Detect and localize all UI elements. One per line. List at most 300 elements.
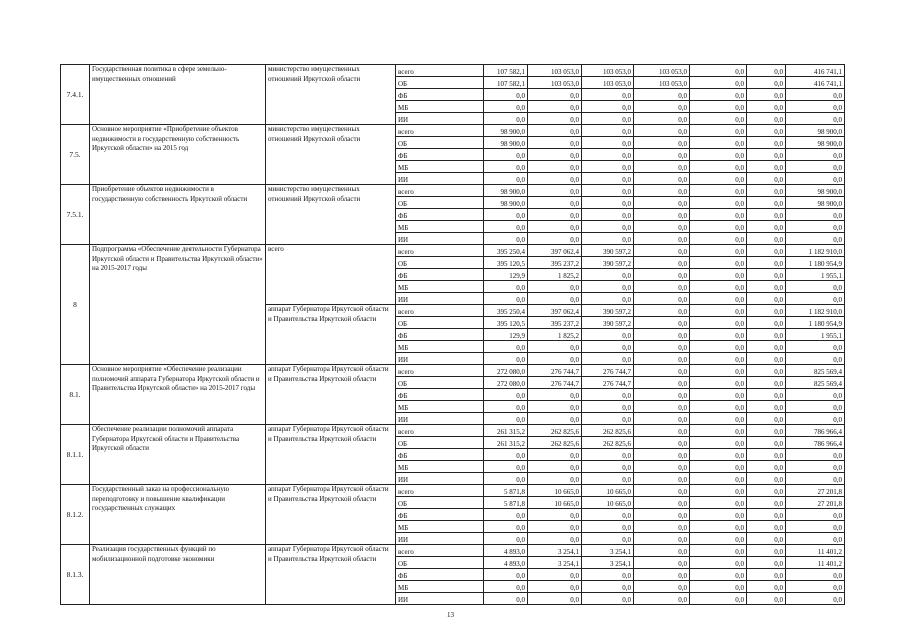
value-cell: 0,0 [747,173,786,185]
value-cell: 786 966,4 [786,437,845,449]
value-cell: 0,0 [582,173,634,185]
value-cell: 261 315,2 [484,437,528,449]
row-code: 8.1.1. [61,425,90,485]
value-cell: 1 182 910,0 [786,245,845,257]
value-cell: 0,0 [484,473,528,485]
value-cell: 10 665,0 [582,485,634,497]
value-cell: 0,0 [634,185,690,197]
funding-source: ФБ [396,89,484,101]
value-cell: 0,0 [582,413,634,425]
value-cell: 0,0 [484,389,528,401]
funding-source: ФБ [396,329,484,341]
value-cell: 262 825,6 [582,437,634,449]
value-cell: 10 665,0 [528,485,582,497]
value-cell: 0,0 [484,161,528,173]
value-cell: 0,0 [634,257,690,269]
value-cell: 0,0 [528,593,582,605]
value-cell: 0,0 [690,233,747,245]
value-cell: 416 741,1 [786,77,845,89]
value-cell: 0,0 [786,89,845,101]
funding-source: ФБ [396,569,484,581]
budget-table [60,64,845,605]
value-cell: 0,0 [528,197,582,209]
value-cell: 0,0 [690,521,747,533]
value-cell: 0,0 [634,173,690,185]
value-cell: 27 201,8 [786,485,845,497]
table-row [61,125,845,137]
funding-source: ИИ [396,293,484,305]
value-cell: 1 955,1 [786,269,845,281]
value-cell: 0,0 [690,569,747,581]
value-cell: 0,0 [690,413,747,425]
value-cell: 0,0 [582,101,634,113]
value-cell: 11 401,2 [786,557,845,569]
funding-source: ОБ [396,137,484,149]
value-cell: 0,0 [786,161,845,173]
value-cell: 276 744,7 [528,365,582,377]
value-cell: 397 062,4 [528,305,582,317]
value-cell: 0,0 [634,377,690,389]
value-cell: 0,0 [747,245,786,257]
value-cell: 0,0 [582,149,634,161]
value-cell: 0,0 [747,377,786,389]
value-cell: 107 582,1 [484,77,528,89]
value-cell: 0,0 [484,449,528,461]
funding-source: всего [396,365,484,377]
value-cell: 0,0 [634,221,690,233]
value-cell: 129,9 [484,269,528,281]
value-cell: 0,0 [634,89,690,101]
value-cell: 0,0 [786,353,845,365]
value-cell: 0,0 [690,533,747,545]
row-code: 8.1. [61,365,90,425]
value-cell: 0,0 [690,221,747,233]
funding-source: ФБ [396,149,484,161]
value-cell: 0,0 [747,461,786,473]
value-cell: 1 955,1 [786,329,845,341]
value-cell: 0,0 [634,269,690,281]
value-cell: 0,0 [634,389,690,401]
value-cell: 0,0 [528,101,582,113]
row-description: Приобретение объектов недвижимости в государственную собственность Иркутской области [90,185,266,245]
row-executor: аппарат Губернатора Иркутской области и Правительства Иркутской области [266,485,396,545]
value-cell: 0,0 [690,161,747,173]
value-cell: 0,0 [484,89,528,101]
value-cell: 0,0 [528,233,582,245]
value-cell: 0,0 [747,533,786,545]
value-cell: 0,0 [484,401,528,413]
value-cell: 0,0 [690,377,747,389]
value-cell: 0,0 [484,233,528,245]
value-cell: 0,0 [786,281,845,293]
value-cell: 0,0 [484,521,528,533]
value-cell: 0,0 [747,149,786,161]
value-cell: 98 900,0 [484,137,528,149]
funding-source: МБ [396,281,484,293]
value-cell: 0,0 [747,305,786,317]
value-cell: 0,0 [528,173,582,185]
value-cell: 129,9 [484,329,528,341]
value-cell: 390 597,2 [582,317,634,329]
value-cell: 0,0 [528,149,582,161]
funding-source: МБ [396,521,484,533]
value-cell: 0,0 [528,473,582,485]
value-cell: 5 871,8 [484,485,528,497]
funding-source: ФБ [396,389,484,401]
funding-source: ФБ [396,449,484,461]
value-cell: 0,0 [582,353,634,365]
value-cell: 0,0 [582,461,634,473]
table-row [61,245,845,257]
value-cell: 0,0 [528,161,582,173]
value-cell: 0,0 [690,125,747,137]
value-cell: 390 597,2 [582,305,634,317]
value-cell: 103 053,0 [528,65,582,77]
funding-source: ИИ [396,233,484,245]
value-cell: 10 665,0 [582,497,634,509]
value-cell: 0,0 [582,329,634,341]
row-description: Обеспечение реализации полномочий аппарата Губернатора Иркутской области и Правительства Иркутской области [90,425,266,485]
value-cell: 1 825,2 [528,269,582,281]
row-code: 7.5. [61,125,90,185]
funding-source: МБ [396,401,484,413]
value-cell: 0,0 [690,461,747,473]
funding-source: всего [396,65,484,77]
value-cell: 0,0 [582,533,634,545]
value-cell: 0,0 [634,425,690,437]
value-cell: 98 900,0 [484,185,528,197]
value-cell: 0,0 [528,581,582,593]
value-cell: 0,0 [634,449,690,461]
value-cell: 390 597,2 [582,245,634,257]
value-cell: 0,0 [582,125,634,137]
value-cell: 0,0 [786,473,845,485]
value-cell: 395 237,2 [528,257,582,269]
value-cell: 0,0 [690,509,747,521]
value-cell: 0,0 [634,593,690,605]
value-cell: 0,0 [786,389,845,401]
value-cell: 0,0 [582,185,634,197]
value-cell: 103 053,0 [634,65,690,77]
value-cell: 395 250,4 [484,305,528,317]
value-cell: 0,0 [690,389,747,401]
value-cell: 0,0 [786,233,845,245]
value-cell: 786 966,4 [786,425,845,437]
value-cell: 0,0 [484,281,528,293]
value-cell: 0,0 [690,437,747,449]
value-cell: 0,0 [747,197,786,209]
value-cell: 0,0 [747,509,786,521]
value-cell: 0,0 [690,473,747,485]
value-cell: 0,0 [582,161,634,173]
value-cell: 0,0 [690,269,747,281]
value-cell: 0,0 [582,233,634,245]
value-cell: 0,0 [786,413,845,425]
value-cell: 276 744,7 [582,377,634,389]
value-cell: 0,0 [582,269,634,281]
funding-source: ИИ [396,413,484,425]
value-cell: 0,0 [528,521,582,533]
value-cell: 0,0 [747,449,786,461]
value-cell: 0,0 [528,509,582,521]
value-cell: 0,0 [528,125,582,137]
table-row [61,425,845,437]
value-cell: 0,0 [690,77,747,89]
value-cell: 0,0 [634,341,690,353]
value-cell: 3 254,1 [582,545,634,557]
value-cell: 0,0 [747,89,786,101]
value-cell: 0,0 [747,113,786,125]
value-cell: 0,0 [634,581,690,593]
value-cell: 0,0 [484,593,528,605]
value-cell: 103 053,0 [528,77,582,89]
value-cell: 0,0 [634,569,690,581]
value-cell: 1 180 954,9 [786,317,845,329]
value-cell: 4 893,0 [484,557,528,569]
value-cell: 0,0 [582,281,634,293]
value-cell: 0,0 [747,485,786,497]
value-cell: 262 825,6 [582,425,634,437]
value-cell: 0,0 [690,149,747,161]
value-cell: 103 053,0 [582,77,634,89]
value-cell: 0,0 [634,509,690,521]
value-cell: 0,0 [786,509,845,521]
value-cell: 0,0 [634,281,690,293]
value-cell: 0,0 [634,305,690,317]
value-cell: 0,0 [634,137,690,149]
value-cell: 0,0 [634,497,690,509]
value-cell: 107 582,1 [484,65,528,77]
value-cell: 0,0 [786,449,845,461]
value-cell: 0,0 [484,221,528,233]
value-cell: 0,0 [484,113,528,125]
funding-source: ОБ [396,377,484,389]
row-description: Основное мероприятие «Обеспечение реализации полномочий аппарата Губернатора Иркутской области и Правительства Иркутской области» на 2015-2017 годы [90,365,266,425]
row-code: 8.1.2. [61,485,90,545]
value-cell: 397 062,4 [528,245,582,257]
value-cell: 0,0 [786,173,845,185]
value-cell: 262 825,6 [528,425,582,437]
value-cell: 0,0 [484,101,528,113]
value-cell: 0,0 [528,533,582,545]
table-row [61,185,845,197]
budget-table-body [61,65,845,605]
value-cell: 0,0 [528,353,582,365]
value-cell: 0,0 [528,221,582,233]
row-description: Подпрограмма «Обеспечение деятельности Губернатора Иркутской области и Правительства Иркутской области» на 2015-2017 годы [90,245,266,365]
value-cell: 0,0 [484,293,528,305]
value-cell: 0,0 [484,353,528,365]
value-cell: 0,0 [634,437,690,449]
value-cell: 0,0 [747,521,786,533]
value-cell: 0,0 [634,353,690,365]
value-cell: 0,0 [690,113,747,125]
value-cell: 0,0 [690,401,747,413]
value-cell: 272 080,0 [484,377,528,389]
value-cell: 0,0 [528,113,582,125]
value-cell: 0,0 [786,101,845,113]
value-cell: 0,0 [786,341,845,353]
value-cell: 0,0 [690,101,747,113]
value-cell: 0,0 [634,521,690,533]
value-cell: 0,0 [786,293,845,305]
value-cell: 395 120,5 [484,257,528,269]
value-cell: 0,0 [747,161,786,173]
funding-source: ФБ [396,509,484,521]
value-cell: 0,0 [582,389,634,401]
value-cell: 0,0 [747,65,786,77]
funding-source: ОБ [396,257,484,269]
value-cell: 0,0 [582,293,634,305]
row-executor: аппарат Губернатора Иркутской области и Правительства Иркутской области [266,305,396,365]
value-cell: 0,0 [747,389,786,401]
value-cell: 0,0 [747,497,786,509]
row-executor: министерство имущественных отношений Иркутской области [266,125,396,185]
funding-source: ИИ [396,353,484,365]
value-cell: 0,0 [634,329,690,341]
funding-source: всего [396,125,484,137]
funding-source: МБ [396,341,484,353]
funding-source: ФБ [396,269,484,281]
funding-source: всего [396,545,484,557]
value-cell: 0,0 [690,365,747,377]
funding-source: ОБ [396,317,484,329]
value-cell: 0,0 [690,173,747,185]
value-cell: 0,0 [582,509,634,521]
value-cell: 0,0 [747,281,786,293]
value-cell: 103 053,0 [582,65,634,77]
row-description: Государственный заказ на профессиональную переподготовку и повышение квалификации государственных служащих [90,485,266,545]
value-cell: 0,0 [582,581,634,593]
value-cell: 0,0 [634,473,690,485]
value-cell: 0,0 [528,137,582,149]
value-cell: 0,0 [690,341,747,353]
value-cell: 0,0 [690,305,747,317]
value-cell: 0,0 [690,449,747,461]
funding-source: всего [396,185,484,197]
value-cell: 0,0 [582,449,634,461]
value-cell: 0,0 [747,593,786,605]
value-cell: 0,0 [786,533,845,545]
value-cell: 0,0 [634,533,690,545]
value-cell: 395 250,4 [484,245,528,257]
row-code: 7.4.1. [61,65,90,125]
value-cell: 98 900,0 [484,125,528,137]
value-cell: 0,0 [747,365,786,377]
value-cell: 395 120,5 [484,317,528,329]
value-cell: 0,0 [634,293,690,305]
value-cell: 0,0 [747,293,786,305]
row-code: 7.5.1. [61,185,90,245]
value-cell: 0,0 [690,317,747,329]
value-cell: 0,0 [747,401,786,413]
value-cell: 0,0 [582,473,634,485]
value-cell: 0,0 [690,497,747,509]
value-cell: 0,0 [690,281,747,293]
value-cell: 0,0 [786,593,845,605]
table-row [61,65,845,77]
value-cell: 0,0 [690,209,747,221]
value-cell: 0,0 [690,185,747,197]
value-cell: 0,0 [690,65,747,77]
value-cell: 27 201,8 [786,497,845,509]
value-cell: 0,0 [634,317,690,329]
value-cell: 0,0 [582,197,634,209]
budget-table-sheet [60,64,845,605]
value-cell: 0,0 [747,233,786,245]
value-cell: 0,0 [634,101,690,113]
value-cell: 0,0 [786,461,845,473]
value-cell: 416 741,1 [786,65,845,77]
value-cell: 0,0 [528,209,582,221]
value-cell: 0,0 [582,137,634,149]
value-cell: 0,0 [582,593,634,605]
value-cell: 0,0 [484,581,528,593]
value-cell: 0,0 [484,149,528,161]
value-cell: 276 744,7 [582,365,634,377]
table-row [61,365,845,377]
value-cell: 0,0 [786,149,845,161]
value-cell: 0,0 [528,185,582,197]
value-cell: 0,0 [484,569,528,581]
funding-source: ОБ [396,197,484,209]
funding-source: ОБ [396,557,484,569]
value-cell: 0,0 [634,149,690,161]
value-cell: 0,0 [528,341,582,353]
funding-source: всего [396,305,484,317]
value-cell: 0,0 [634,545,690,557]
value-cell: 0,0 [634,485,690,497]
value-cell: 0,0 [528,461,582,473]
value-cell: 0,0 [747,425,786,437]
value-cell: 11 401,2 [786,545,845,557]
value-cell: 1 182 910,0 [786,305,845,317]
value-cell: 0,0 [634,113,690,125]
value-cell: 3 254,1 [528,557,582,569]
value-cell: 4 893,0 [484,545,528,557]
value-cell: 0,0 [484,341,528,353]
value-cell: 825 569,4 [786,377,845,389]
value-cell: 0,0 [484,173,528,185]
value-cell: 98 900,0 [786,197,845,209]
funding-source: ИИ [396,593,484,605]
value-cell: 0,0 [690,545,747,557]
funding-source: всего [396,485,484,497]
row-executor: аппарат Губернатора Иркутской области и Правительства Иркутской области [266,545,396,605]
funding-source: ФБ [396,209,484,221]
value-cell: 3 254,1 [582,557,634,569]
funding-source: всего [396,425,484,437]
value-cell: 1 180 954,9 [786,257,845,269]
value-cell: 272 080,0 [484,365,528,377]
value-cell: 98 900,0 [786,125,845,137]
value-cell: 0,0 [484,509,528,521]
value-cell: 0,0 [582,113,634,125]
value-cell: 0,0 [582,341,634,353]
value-cell: 0,0 [634,245,690,257]
value-cell: 0,0 [747,353,786,365]
row-executor: министерство имущественных отношений Иркутской области [266,65,396,125]
value-cell: 0,0 [786,113,845,125]
value-cell: 98 900,0 [786,185,845,197]
funding-source: ОБ [396,497,484,509]
value-cell: 0,0 [786,581,845,593]
value-cell: 0,0 [582,221,634,233]
value-cell: 0,0 [747,413,786,425]
row-executor: всего [266,245,396,305]
value-cell: 0,0 [786,401,845,413]
value-cell: 0,0 [786,569,845,581]
